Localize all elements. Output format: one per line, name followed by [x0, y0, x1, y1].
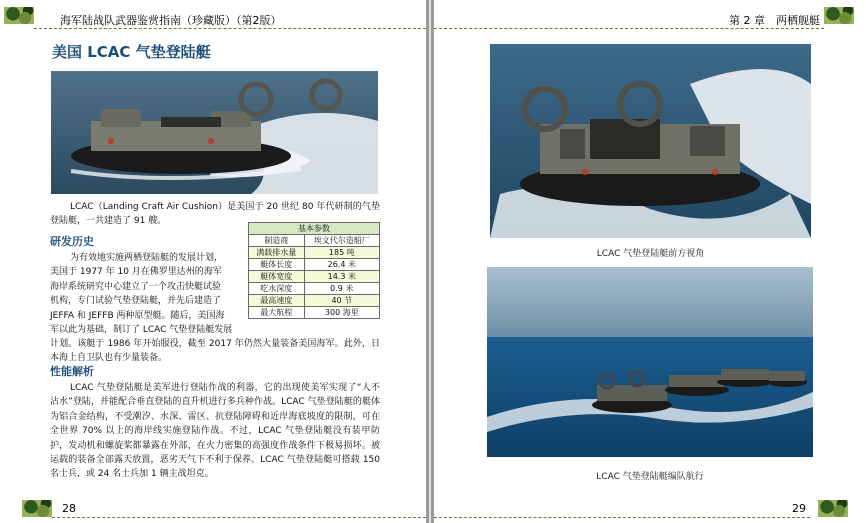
- lcac-side-photo: [51, 71, 378, 194]
- intro-paragraph: LCAC（Landing Craft Air Cushion）是美国于 20 世纪 80 年代研制的气垫登陆艇，一共建造了 91 艘。: [50, 202, 380, 227]
- table-row: 艇体长度 26.4 米: [249, 259, 380, 271]
- camo-footer-emblem: [22, 500, 52, 517]
- history-line: 机构，专门试验气垫登陆艇，并先后建造了: [50, 296, 222, 307]
- footer-divider: [434, 517, 810, 518]
- photo-caption: LCAC 气垫登陆艇前方视角: [596, 249, 705, 259]
- photo-caption: LCAC 气垫登陆艇编队航行: [596, 472, 704, 482]
- history-line: 海岸系统研究中心建立了一个攻击快艇试验: [50, 281, 222, 292]
- history-line: 为有效地实施两栖登陆艇的发展计划，: [70, 253, 224, 263]
- page-number: 28: [62, 502, 76, 515]
- spec-table-title: 基本参数: [249, 223, 380, 235]
- history-line: 美国于 1977 年 10 月在佛罗里达州的海军: [50, 267, 222, 278]
- history-line: JEFFA 和 JEFFB 两种原型艇。随后，美国海: [50, 310, 225, 321]
- table-row: 艇体宽度 14.3 米: [249, 271, 380, 283]
- performance-paragraph: LCAC 气垫登陆艇是美军进行登陆作战的利器，它的出现使美军实现了“人不沾水”登陆，并能配合垂直登陆的直升机进行多兵种作战。LCAC 气垫登陆艇的艇体为铝合金结构，不受潮汐、水深、雷区、抗登陆障碍和近岸海底坡度的限制，可在全世界 70% 以上的海岸线实施登陆作战。不过，LCAC 气垫登陆艇没有装甲防护，发动机和螺旋桨都暴露在外部，在火力密集的高强度作战条件下极易损坏。被运载的装备全部露天放置，恶劣天气下不利于保养。LCAC 气垫登陆艇可搭载 150 名士兵，或 24 名士兵加 1 辆主战坦克。: [50, 383, 380, 480]
- lcac-front-photo: [490, 44, 811, 238]
- header-divider: [34, 28, 426, 29]
- history-tail: 计划。该艇于 1986 年开始服役，截至 2017 年仍然大量装备美国海军。此外，日本海上自卫队也有少量装备。: [50, 339, 380, 364]
- history-paragraph: [50, 251, 245, 337]
- history-heading: 研发历史: [50, 235, 94, 248]
- left-page: [0, 0, 426, 523]
- table-row: 吃水深度 0.9 米: [249, 283, 380, 295]
- header-title: 海军陆战队武器鉴赏指南（珍藏版）（第2版）: [60, 14, 282, 27]
- lcac-formation-photo: [487, 267, 813, 457]
- footer-divider: [52, 517, 426, 518]
- history-line: 军以此为基础，制订了 LCAC 气垫登陆艇发展: [50, 325, 233, 336]
- camo-header-emblem: [4, 7, 34, 24]
- camo-footer-emblem: [818, 500, 848, 517]
- chapter-header: 第 2 章 两栖舰艇: [729, 14, 820, 27]
- book-spine: [426, 0, 434, 523]
- table-row: 制造商 埃文代尔造船厂: [249, 235, 380, 247]
- right-page: [434, 0, 866, 523]
- table-row: 最高速度 40 节: [249, 295, 380, 307]
- page-number: 29: [792, 502, 806, 515]
- spec-table: [248, 222, 380, 319]
- camo-header-emblem: [824, 7, 854, 24]
- table-row: 满载排水量 185 吨: [249, 247, 380, 259]
- section-title: 美国 LCAC 气垫登陆艇: [52, 43, 211, 61]
- performance-heading: 性能解析: [50, 365, 94, 378]
- header-divider: [434, 28, 824, 29]
- table-row: 最大航程 300 海里: [249, 307, 380, 319]
